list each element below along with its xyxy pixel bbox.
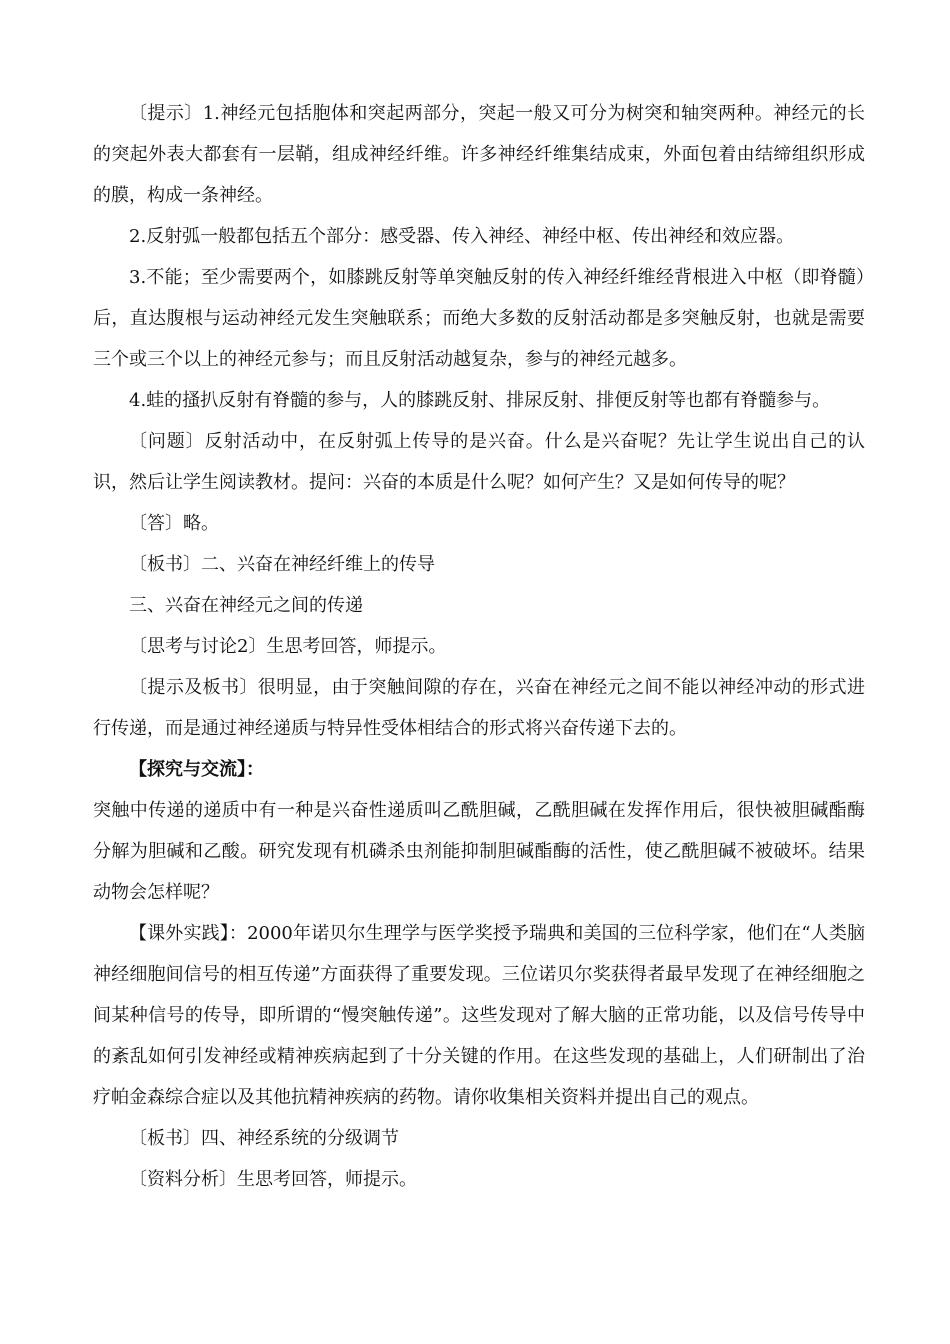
paragraph-question: 〔问题〕反射活动中，在反射弧上传导的是兴奋。什么是兴奋呢？先让学生说出自己的认识，然后让学生阅读教材。提问：兴奋的本质是什么呢？如何产生？又是如何传导的呢？ <box>93 431 865 493</box>
paragraph-hint-3: 3.不能；至少需要两个，如膝跳反射等单突触反射的传入神经纤维经背根进入中枢（即脊髓）后，直达腹根与运动神经元发生突触联系；而绝大多数的反射活动都是多突触反射，也就是需要三个或三个以上的神经元参与；而且反射活动越复杂，参与的神经元越多。 <box>93 267 865 370</box>
heading-explore-exchange: 【探究与交流】： <box>129 759 264 780</box>
paragraph-hint-board: 〔提示及板书〕很明显，由于突触间隙的存在，兴奋在神经元之间不能以神经冲动的形式进行传递，而是通过神经递质与特异性受体相结合的形式将兴奋传递下去的。 <box>93 677 865 739</box>
paragraph-explore-body: 突触中传递的递质中有一种是兴奋性递质叫乙酰胆碱，乙酰胆碱在发挥作用后，很快被胆碱酯酶分解为胆碱和乙酸。研究发现有机磷杀虫剂能抑制胆碱酯酶的活性，使乙酰胆碱不被破坏。结果动物会怎样呢？ <box>93 800 865 903</box>
paragraph-section-3: 三、兴奋在神经元之间的传递 <box>129 595 363 616</box>
paragraph-hint-4: 4.蛙的搔扒反射有脊髓的参与，人的膝跳反射、排尿反射、排便反射等也都有脊髓参与。 <box>129 390 831 411</box>
paragraph-answer: 〔答〕略。 <box>129 513 219 534</box>
paragraph-hint-2: 2.反射弧一般都包括五个部分：感受器、传入神经、神经中枢、传出神经和效应器。 <box>129 226 795 247</box>
paragraph-discussion-2: 〔思考与讨论2〕生思考回答，师提示。 <box>129 636 447 657</box>
paragraph-hint-1: 〔提示〕1.神经元包括胞体和突起两部分，突起一般又可分为树突和轴突两种。神经元的长的突起外表大都套有一层鞘，组成神经纤维。许多神经纤维集结成束，外面包着由结缔组织形成的膜，构成一条神经。 <box>93 103 865 206</box>
paragraph-board-4: 〔板书〕四、神经系统的分级调节 <box>129 1128 399 1149</box>
paragraph-board-2: 〔板书〕二、兴奋在神经纤维上的传导 <box>129 554 435 575</box>
paragraph-data-analysis: 〔资料分析〕生思考回答，师提示。 <box>129 1169 417 1190</box>
paragraph-extracurricular: 【课外实践】：2000年诺贝尔生理学与医学奖授予瑞典和美国的三位科学家，他们在“人类脑神经细胞间信号的相互传递”方面获得了重要发现。三位诺贝尔奖获得者最早发现了在神经细胞之间某种信号的传导，即所谓的“慢突触传递”。这些发现对了解大脑的正常功能，以及信号传导中的紊乱如何引发神经或精神疾病起到了十分关键的作用。在这些发现的基础上，人们研制出了治疗帕金森综合症以及其他抗精神疾病的药物。请你收集相关资料并提出自己的观点。 <box>93 923 865 1108</box>
